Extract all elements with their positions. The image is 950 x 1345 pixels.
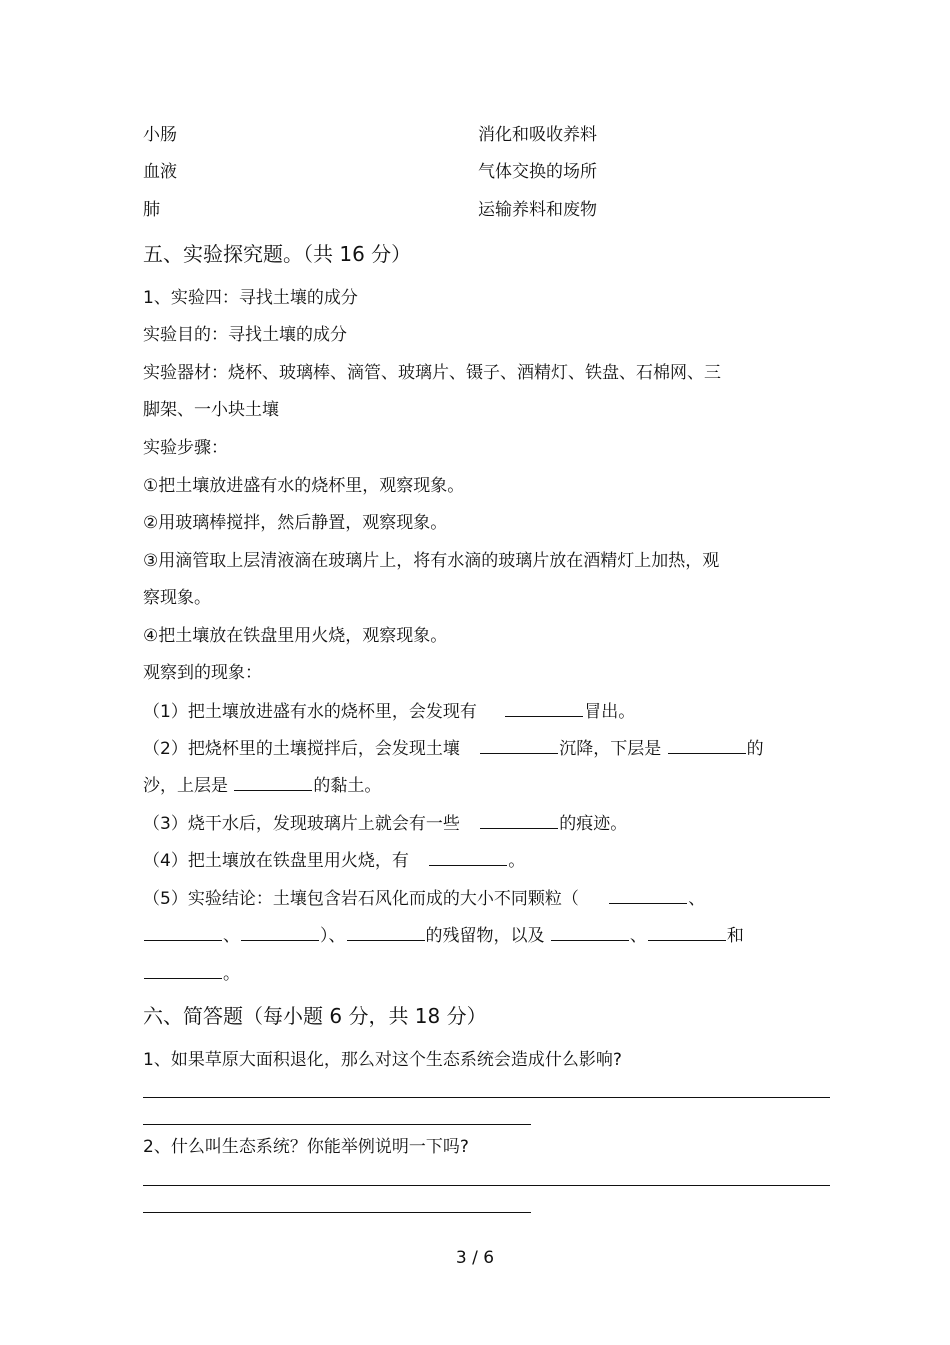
q3-text: （3）烧干水后，发现玻璃片上就会有一些 <box>143 814 460 834</box>
q5-end: 。 <box>223 964 240 984</box>
answer-blank[interactable] <box>551 924 629 941</box>
answer-line[interactable] <box>143 1212 531 1213</box>
answer-line[interactable] <box>143 1185 830 1186</box>
experiment-materials: 实验器材：烧杯、玻璃棒、滴管、玻璃片、镊子、酒精灯、铁盘、石棉网、三 <box>143 363 721 383</box>
answer-line[interactable] <box>143 1097 830 1098</box>
q2-text-end: 的 <box>746 739 764 759</box>
answer-blank[interactable] <box>609 887 687 904</box>
q5-sep: 、 <box>688 889 706 909</box>
page-number: 3 / 6 <box>455 1248 495 1268</box>
match-row <box>143 199 597 221</box>
q5-sep: 、 <box>223 926 240 946</box>
observation-q2 <box>143 737 764 760</box>
observation-label: 观察到的现象： <box>143 663 262 683</box>
answer-blank[interactable] <box>648 924 726 941</box>
answer-blank[interactable] <box>144 962 222 979</box>
question-1: 1、如果草原大面积退化，那么对这个生态系统会造成什么影响? <box>143 1050 622 1070</box>
match-left: 血液 <box>143 162 177 182</box>
observation-q4 <box>143 849 525 872</box>
answer-blank[interactable] <box>429 849 507 866</box>
experiment-materials-cont: 脚架、一小块土壤 <box>143 400 279 420</box>
q2-text-mid: 沉降，下层是 <box>559 739 662 759</box>
q4-text-end: 。 <box>508 851 526 871</box>
match-left: 小肠 <box>143 125 177 145</box>
step-3-cont: 察现象。 <box>143 588 211 608</box>
q1-text-end: 冒出。 <box>584 702 636 722</box>
observation-q2-cont <box>143 774 381 797</box>
step-1: ①把土壤放进盛有水的烧杯里，观察现象。 <box>143 476 465 496</box>
q2-text: （2）把烧杯里的土壤搅拌后，会发现土壤 <box>143 739 460 759</box>
q5-sep: ）、 <box>320 926 346 946</box>
experiment-purpose: 实验目的：寻找土壤的成分 <box>143 325 347 345</box>
answer-blank[interactable] <box>480 812 558 829</box>
answer-blank[interactable] <box>480 737 558 754</box>
match-row <box>143 124 597 146</box>
match-right: 气体交换的场所 <box>478 162 597 182</box>
answer-blank[interactable] <box>234 774 312 791</box>
q5-text-and: 和 <box>726 926 744 946</box>
step-2: ②用玻璃棒搅拌，然后静置，观察现象。 <box>143 513 448 533</box>
answer-blank[interactable] <box>505 700 583 717</box>
q5-text: （5）实验结论：土壤包含岩石风化而成的大小不同颗粒（ <box>143 889 579 909</box>
section-title: 六、简答题（每小题 6 分，共 18 分） <box>143 1004 487 1028</box>
q4-text: （4）把土壤放在铁盘里用火烧，有 <box>143 851 409 871</box>
step-4: ④把土壤放在铁盘里用火烧，观察现象。 <box>143 626 448 646</box>
q1-text: （1）把土壤放进盛有水的烧杯里，会发现有 <box>143 702 477 722</box>
answer-blank[interactable] <box>144 924 222 941</box>
observation-q5 <box>143 887 705 910</box>
q2-cont-text: 沙，上层是 <box>143 776 228 796</box>
match-left: 肺 <box>143 200 160 220</box>
experiment-title: 1、实验四：寻找土壤的成分 <box>143 288 358 308</box>
answer-blank[interactable] <box>241 924 319 941</box>
observation-q3 <box>143 812 627 835</box>
observation-q5-end <box>143 962 240 985</box>
match-row <box>143 161 597 183</box>
q2-cont-end: 的黏土。 <box>313 776 382 796</box>
observation-q5-cont <box>143 924 744 947</box>
section-title: 五、实验探究题。（共 16 分） <box>143 242 412 266</box>
observation-q1 <box>143 700 635 723</box>
answer-blank[interactable] <box>347 924 425 941</box>
q5-text-mid: 的残留物，以及 <box>425 926 545 946</box>
q3-text-end: 的痕迹。 <box>559 814 628 834</box>
answer-blank[interactable] <box>668 737 746 754</box>
question-2: 2、什么叫生态系统？你能举例说明一下吗? <box>143 1137 469 1157</box>
q5-sep: 、 <box>629 926 647 946</box>
match-right: 消化和吸收养料 <box>478 125 597 145</box>
step-3: ③用滴管取上层清液滴在玻璃片上，将有水滴的玻璃片放在酒精灯上加热，观 <box>143 551 720 571</box>
steps-label: 实验步骤： <box>143 438 228 458</box>
answer-line[interactable] <box>143 1124 531 1125</box>
match-right: 运输养料和废物 <box>478 200 597 220</box>
